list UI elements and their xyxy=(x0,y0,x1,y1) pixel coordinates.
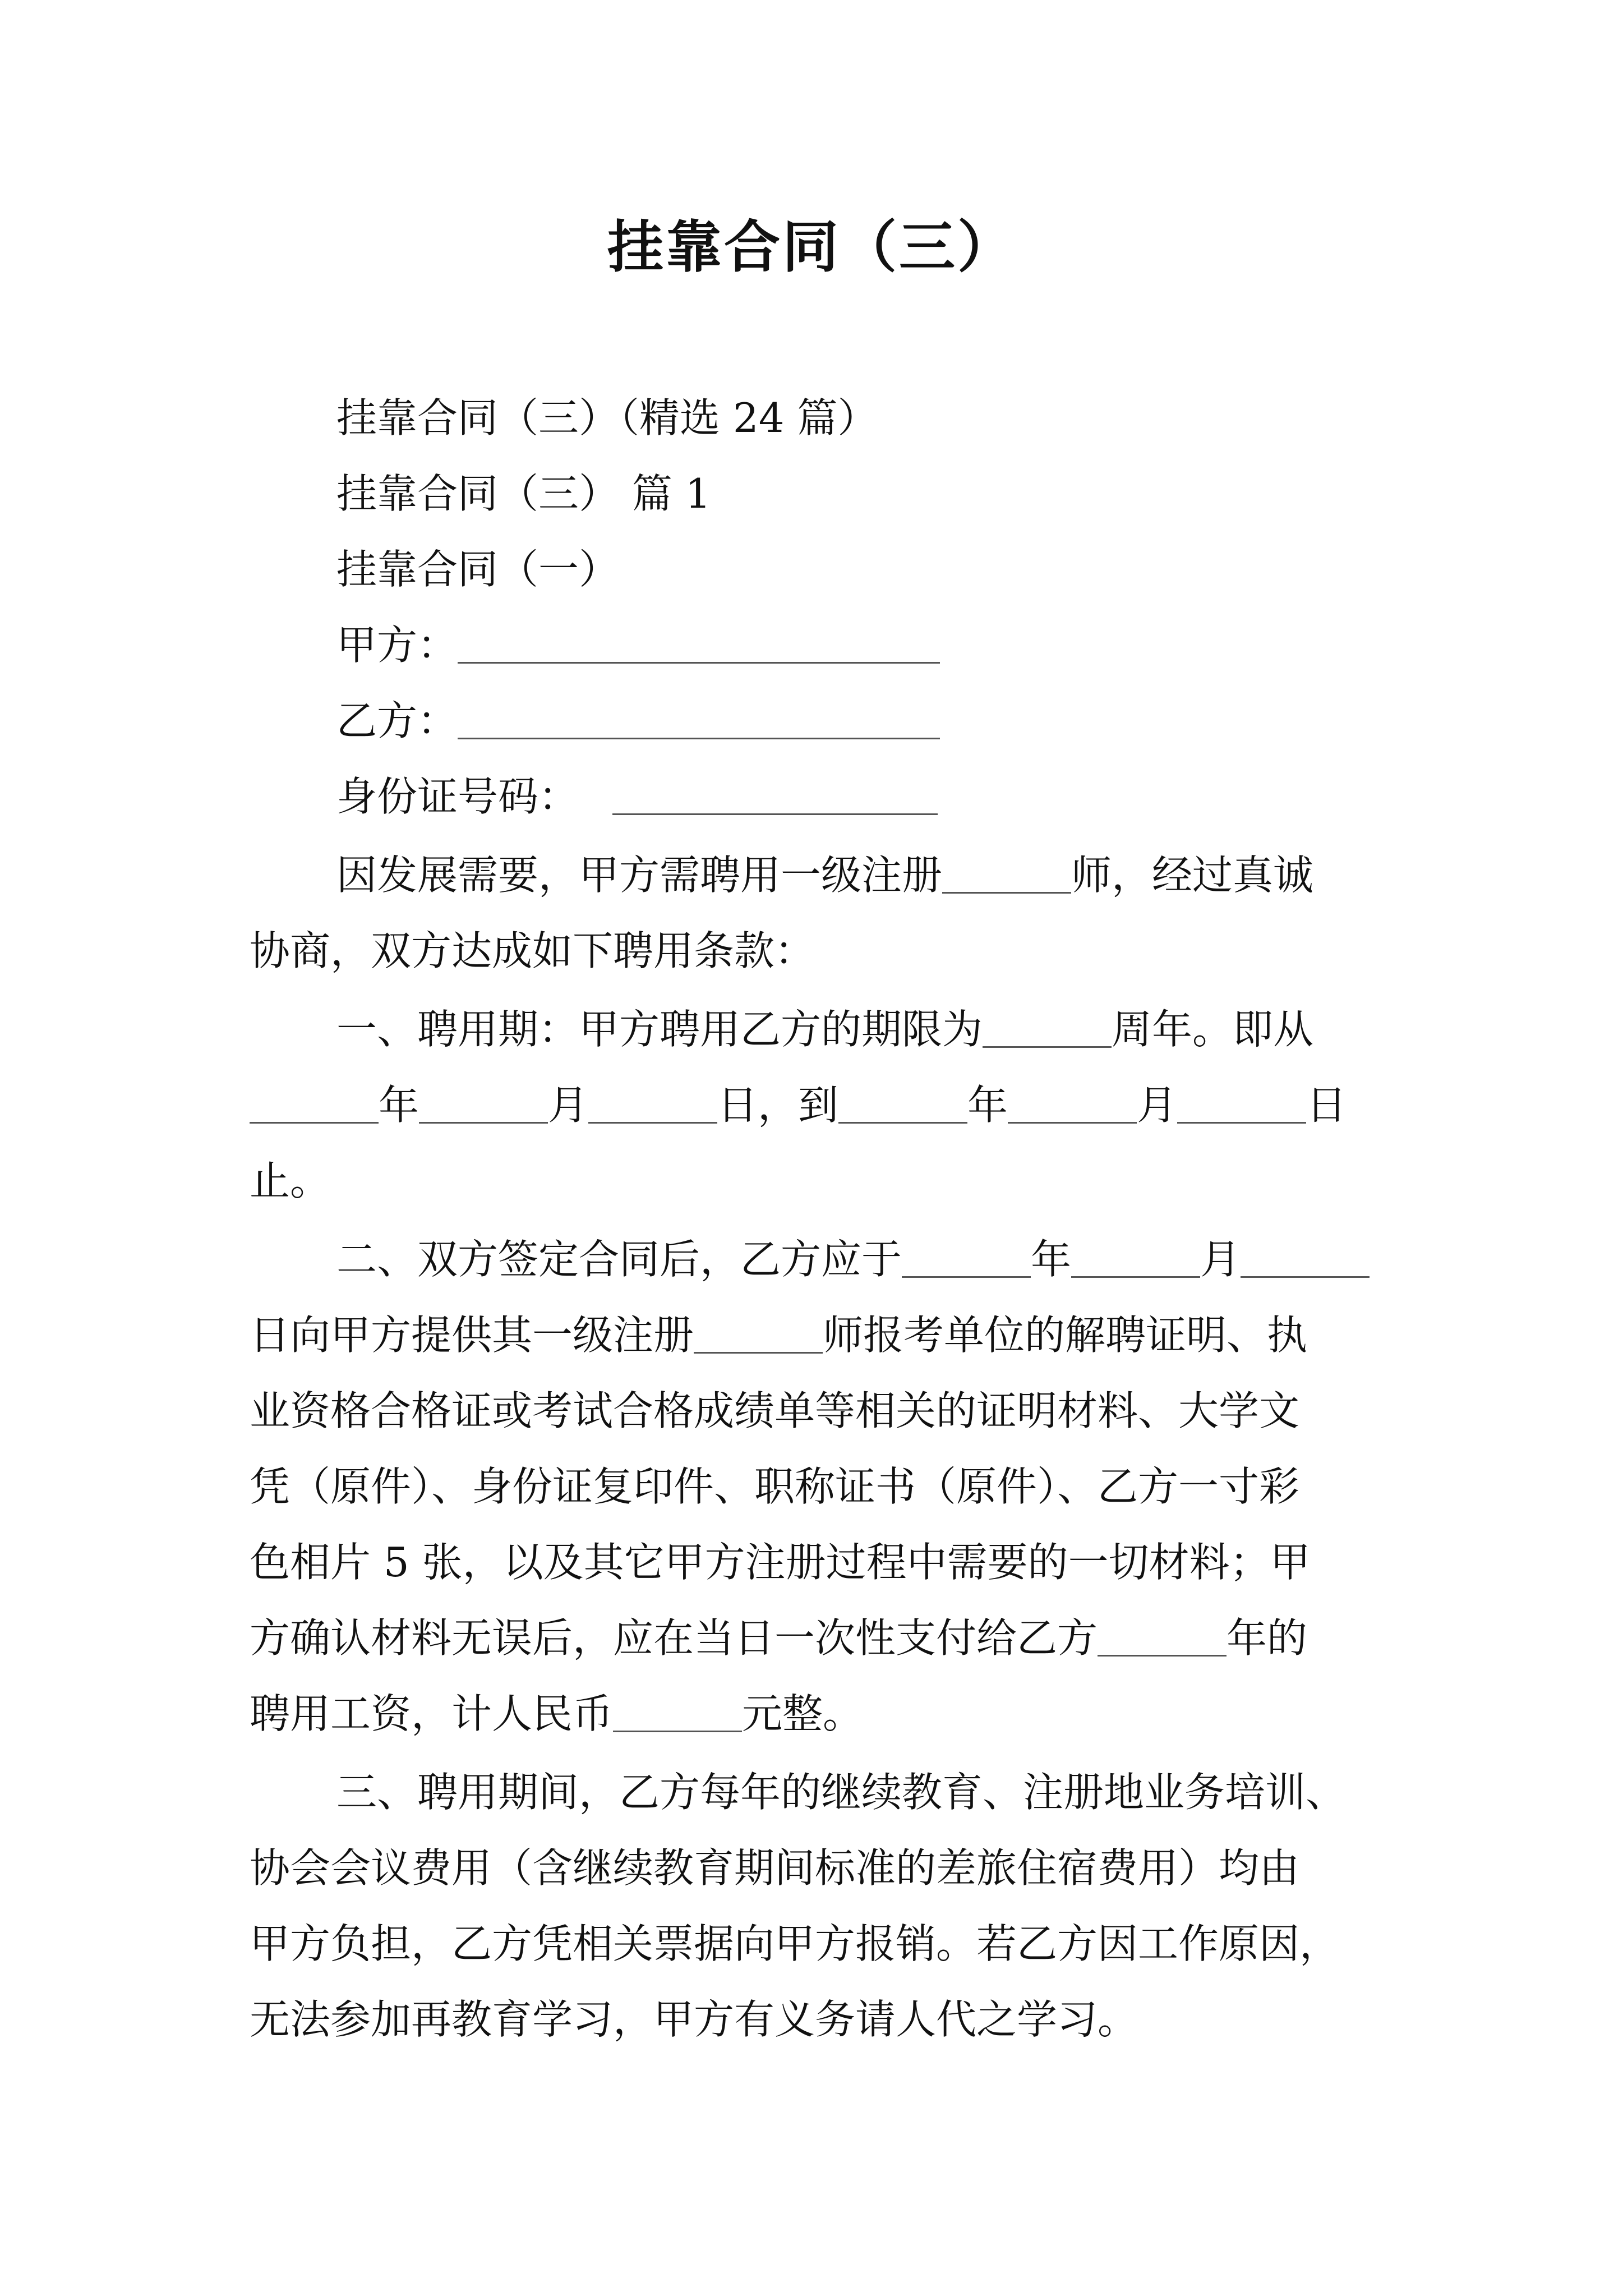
id-number-line xyxy=(336,769,1469,825)
p1-profession-blank[interactable] xyxy=(942,853,1071,894)
paragraph-3-line-6 xyxy=(250,1610,1382,1666)
p2-month-label: 月 xyxy=(548,1082,589,1129)
p3-profession-blank[interactable] xyxy=(694,1313,823,1354)
paragraph-1-line-1 xyxy=(336,847,1382,903)
p3-amount-blank[interactable] xyxy=(613,1691,742,1732)
party-b-line xyxy=(336,693,1469,749)
p3-year-label: 年 xyxy=(1031,1236,1072,1283)
p3-day-blank[interactable] xyxy=(1241,1237,1370,1278)
paragraph-3-line-7 xyxy=(250,1686,1382,1742)
p3-text-a: 二、双方签定合同后，乙方应于 xyxy=(336,1236,902,1283)
section-heading: 挂靠合同（三） 篇 1 xyxy=(336,470,711,517)
id-number-label: 身份证号码： xyxy=(336,773,579,820)
subtitle-line: 挂靠合同（三）（精选 24 篇） xyxy=(336,394,878,441)
p2-start-day-blank[interactable] xyxy=(588,1083,717,1124)
p2-end-day-label: 日 xyxy=(1306,1082,1347,1129)
paragraph-1-line-2: 协商，双方达成如下聘用条款： xyxy=(250,927,815,974)
p2-end-month-label: 月 xyxy=(1137,1082,1178,1129)
p2-year-label: 年 xyxy=(379,1082,419,1129)
document-title: 挂靠合同（三） xyxy=(607,214,1016,280)
p3-text-b: 日向甲方提供其一级注册 xyxy=(250,1312,694,1359)
paragraph-3-line-2 xyxy=(250,1307,1382,1363)
contract-heading: 挂靠合同（一） xyxy=(336,546,620,593)
p1-text-b: 师，经过真诚 xyxy=(1071,852,1314,899)
paragraph-3-line-4: 凭（原件）、身份证复印件、职称证书（原件）、乙方一寸彩 xyxy=(250,1463,1300,1510)
party-a-label: 甲方： xyxy=(336,622,458,669)
p2-start-month-blank[interactable] xyxy=(419,1083,548,1124)
paragraph-3-line-5: 色相片 5 张，以及其它甲方注册过程中需要的一切材料；甲 xyxy=(250,1539,1311,1586)
p3-text-c: 师报考单位的解聘证明、执 xyxy=(823,1312,1308,1359)
p2-text-b: 周年。即从 xyxy=(1112,1006,1314,1053)
party-a-blank[interactable] xyxy=(458,623,940,664)
p2-day-label: 日，到 xyxy=(717,1082,839,1129)
paragraph-4-line-2: 协会会议费用（含继续教育期间标准的差旅住宿费用）均由 xyxy=(250,1844,1300,1892)
party-b-label: 乙方： xyxy=(336,697,458,744)
p3-text-i: 聘用工资，计人民币 xyxy=(250,1690,614,1737)
p3-year-blank[interactable] xyxy=(902,1237,1031,1278)
p2-start-year-blank[interactable] xyxy=(250,1083,379,1124)
paragraph-3-line-3: 业资格合格证或考试合格成绩单等相关的证明材料、大学文 xyxy=(250,1387,1300,1434)
party-a-line xyxy=(336,617,1469,673)
paragraph-4-line-3: 甲方负担，乙方凭相关票据向甲方报销。若乙方因工作原因， xyxy=(250,1920,1340,1967)
paragraph-4-line-1: 三、聘用期间，乙方每年的继续教育、注册地业务培训、 xyxy=(336,1769,1347,1816)
paragraph-2-line-1 xyxy=(336,1001,1469,1057)
p3-wage-years-blank[interactable] xyxy=(1098,1616,1227,1657)
p2-end-year-blank[interactable] xyxy=(838,1083,967,1124)
p1-text-a: 因发展需要，甲方需聘用一级注册 xyxy=(336,852,943,899)
p3-month-blank[interactable] xyxy=(1071,1237,1200,1278)
party-b-blank[interactable] xyxy=(458,698,940,739)
p2-end-day-blank[interactable] xyxy=(1177,1083,1306,1124)
p3-text-h: 年的 xyxy=(1227,1614,1308,1662)
p2-end-month-blank[interactable] xyxy=(1008,1083,1137,1124)
p2-years-blank[interactable] xyxy=(983,1007,1112,1048)
p2-end-year-label: 年 xyxy=(967,1082,1008,1129)
paragraph-2-line-2 xyxy=(250,1077,1382,1133)
p3-text-j: 元整。 xyxy=(742,1690,864,1737)
p3-month-label: 月 xyxy=(1200,1236,1241,1283)
paragraph-4-line-4: 无法参加再教育学习，甲方有义务请人代之学习。 xyxy=(250,1996,1138,2043)
paragraph-3-line-1 xyxy=(336,1231,1469,1287)
p2-text-a: 一、聘用期：甲方聘用乙方的期限为 xyxy=(336,1006,983,1053)
paragraph-2-line-3: 止。 xyxy=(250,1157,331,1204)
id-number-blank[interactable] xyxy=(612,774,938,815)
p3-text-g: 方确认材料无误后，应在当日一次性支付给乙方 xyxy=(250,1614,1098,1662)
